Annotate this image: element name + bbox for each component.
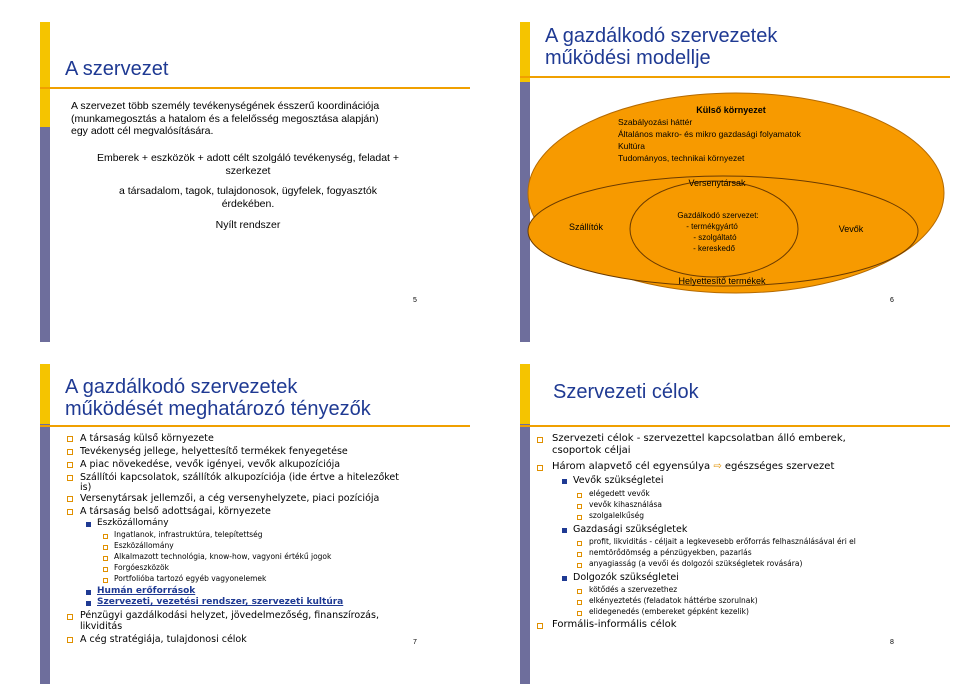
sub-item: profit, likviditás - céljait a legkevesebb erőforrás felhasználásával éri el bbox=[589, 537, 856, 546]
sub-item: Eszközállomány bbox=[114, 541, 174, 550]
slide-8 bbox=[480, 342, 960, 684]
sub-item: Alkalmazott technológia, know-how, vagyoni értékű jogok bbox=[114, 552, 332, 561]
environment-line: Általános makro- és mikro gazdasági folyamatok bbox=[618, 129, 801, 139]
arrow-right-icon: ⇨ bbox=[713, 461, 722, 472]
environment-line: Szabályozási háttér bbox=[618, 117, 693, 127]
page-number: 7 bbox=[413, 639, 417, 646]
list-item: A piac növekedése, vevők igényei, vevők alkupozíciója bbox=[80, 459, 341, 470]
factor-list bbox=[0, 342, 480, 684]
competitors-label: Versenytársak bbox=[688, 178, 746, 188]
slide-5 bbox=[0, 0, 480, 342]
sub-item: elidegenedés (embereket gépként kezelik) bbox=[589, 607, 749, 616]
environment-line: Tudományos, technikai környezet bbox=[618, 153, 745, 163]
sub-item: anyagiasság (a vevői és dolgozói szükségletek rovására) bbox=[589, 559, 803, 568]
slide-title: A gazdálkodó szervezetek működési modellje bbox=[545, 25, 778, 69]
list-item-continuation: likviditás bbox=[80, 621, 123, 632]
organization-line: - kereskedő bbox=[693, 244, 735, 253]
elements-paragraph: Emberek + eszközök + adott célt szolgáló tevékenység, feladat + szerkezet bbox=[96, 152, 400, 177]
list-item: Szervezeti célok - szervezettel kapcsolatban álló emberek, bbox=[552, 433, 846, 444]
outer-environment-heading: Külső környezet bbox=[696, 105, 766, 115]
page-number: 6 bbox=[890, 297, 894, 304]
open-system-label: Nyílt rendszer bbox=[215, 219, 281, 231]
slide-title: A gazdálkodó szervezetek működését meghatározó tényezők bbox=[65, 376, 371, 420]
list-item: Formális-informális célok bbox=[552, 619, 677, 630]
group-heading: Dolgozók szükségletei bbox=[573, 572, 679, 583]
title-rule bbox=[40, 87, 470, 89]
organization-line: Gazdálkodó szervezet: bbox=[677, 211, 759, 220]
sub-heading: Eszközállomány bbox=[97, 518, 169, 528]
definition-paragraph: A szervezet több személy tevékenységének ésszerű koordinációja (munkamegosztás a hatalom és a felelősség megosztása alapján) egy adott cél megvalósítására. bbox=[71, 100, 380, 137]
slide-title: Szervezeti célok bbox=[553, 381, 699, 403]
list-item: A társaság külső környezete bbox=[80, 433, 214, 444]
sub-item: elkényeztetés (feladatok háttérbe szorulnak) bbox=[589, 596, 758, 605]
list-item-continuation: is) bbox=[80, 482, 92, 493]
sub-item: Portfolióba tartozó egyéb vagyonelemek bbox=[114, 574, 267, 583]
list-item: Tevékenység jellege, helyettesítő termékek fenyegetése bbox=[80, 446, 348, 457]
sub-item: vevők kihasználása bbox=[589, 500, 662, 509]
list-item: A társaság belső adottságai, környezete bbox=[80, 506, 271, 517]
interest-paragraph: a társadalom, tagok, tulajdonosok, ügyfelek, fogyasztók érdekében. bbox=[119, 185, 377, 210]
operating-model-diagram bbox=[480, 0, 960, 342]
sub-heading: Humán erőforrások bbox=[97, 586, 196, 596]
slide-7 bbox=[0, 342, 480, 684]
group-heading: Vevők szükségletei bbox=[573, 475, 664, 486]
slide-6 bbox=[480, 0, 960, 342]
buyers-label: Vevők bbox=[838, 224, 864, 234]
page-number: 8 bbox=[890, 639, 894, 646]
page-number: 5 bbox=[413, 297, 417, 304]
slide-side-bar bbox=[40, 22, 50, 342]
list-item: A cég stratégiája, tulajdonosi célok bbox=[80, 634, 247, 645]
sub-item: szolgalelkűség bbox=[589, 511, 645, 520]
list-item: Szállítói kapcsolatok, szállítók alkupozíciója (ide értve a hitelezőket bbox=[80, 472, 400, 483]
sub-item: elégedett vevők bbox=[589, 489, 650, 498]
substitutes-label: Helyettesítő termékek bbox=[678, 276, 766, 286]
goals-list bbox=[480, 342, 960, 684]
list-item: Pénzügyi gazdálkodási helyzet, jövedelmezőség, finanszírozás, bbox=[80, 610, 379, 621]
slide-title: A szervezet bbox=[65, 58, 169, 80]
environment-line: Kultúra bbox=[618, 141, 645, 151]
group-heading: Gazdasági szükségletek bbox=[573, 524, 688, 535]
list-item-continuation: csoportok céljai bbox=[552, 445, 631, 456]
sub-item: nemtörődömség a pénzügyekben, pazarlás bbox=[589, 548, 752, 557]
sub-item: kötődés a szervezethez bbox=[589, 585, 678, 594]
sub-item: Forgóeszközök bbox=[114, 563, 169, 572]
organization-line: - termékgyártó bbox=[686, 222, 738, 231]
list-item: Versenytársak jellemzői, a cég versenyhelyzete, piaci pozíciója bbox=[80, 493, 380, 504]
sub-item: Ingatlanok, infrastruktúra, telepítettség bbox=[114, 530, 263, 539]
list-item: Három alapvető cél egyensúlya ⇨ egészséges szervezet bbox=[552, 461, 835, 472]
sub-heading: Szervezeti, vezetési rendszer, szervezeti kultúra bbox=[97, 597, 344, 607]
suppliers-label: Szállítók bbox=[568, 222, 604, 232]
organization-line: - szolgáltató bbox=[693, 233, 737, 242]
